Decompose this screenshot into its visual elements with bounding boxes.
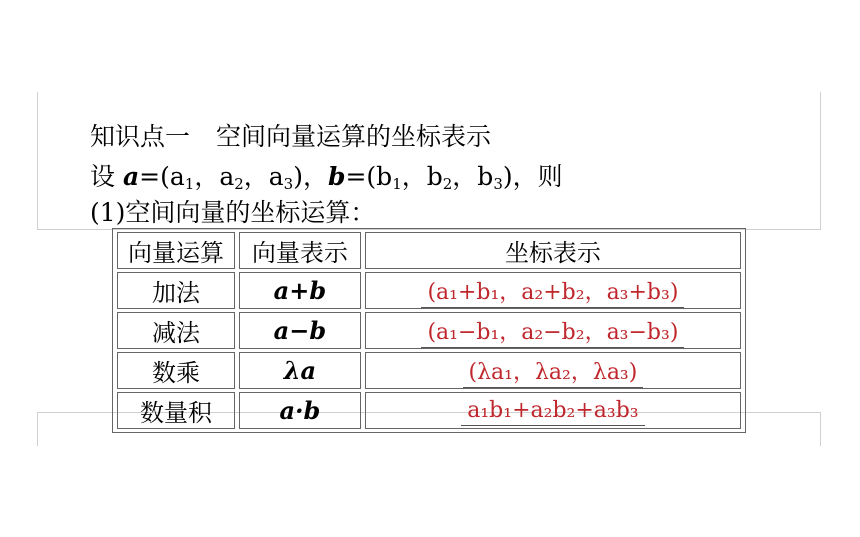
heading-title: 空间向量运算的坐标表示 — [216, 122, 492, 151]
row-operation: 减法 — [117, 312, 235, 349]
answer-blank: (a₁+b₁，a₂+b₂，a₃+b₃) — [421, 280, 684, 308]
coordinate-table — [112, 228, 746, 433]
row-operation: 数量积 — [117, 392, 235, 429]
row-coordinates — [365, 392, 741, 429]
frame-right-top — [820, 92, 821, 230]
a-sub1: 1 — [184, 175, 195, 193]
intro-prefix: 设 — [90, 162, 123, 191]
a-sub3: 3 — [283, 175, 294, 193]
sep4: ，b — [452, 162, 494, 191]
row-representation: λa — [239, 352, 361, 389]
intro-suffix: )，则 — [502, 162, 563, 191]
row-representation: a·b — [239, 392, 361, 429]
table-row — [117, 272, 741, 309]
table-row — [117, 352, 741, 389]
sep2: ，a — [243, 162, 284, 191]
row-coordinates — [365, 272, 741, 309]
a-sub2: 2 — [234, 175, 244, 193]
answer-blank: (λa₁，λa₂，λa₃) — [463, 360, 644, 388]
b-sub3: 3 — [493, 175, 503, 193]
table-header-row — [117, 232, 741, 269]
row-operation: 数乘 — [117, 352, 235, 389]
vector-b: b — [327, 162, 346, 191]
sep1: ，a — [194, 162, 235, 191]
row-representation: a−b — [239, 312, 361, 349]
answer-blank: (a₁−b₁，a₂−b₂，a₃−b₃) — [421, 320, 684, 348]
header-representation: 向量表示 — [239, 232, 361, 269]
row-coordinates — [365, 352, 741, 389]
subheading: (1)空间向量的坐标运算： — [90, 198, 376, 227]
a-eq: =(a — [139, 162, 185, 191]
row-coordinates — [365, 312, 741, 349]
answer-blank: a₁b₁+a₂b₂+a₃b₃ — [461, 398, 644, 426]
section-heading — [90, 120, 491, 154]
table-row — [117, 312, 741, 349]
vector-a: a — [122, 162, 140, 191]
b-sub1: 1 — [392, 175, 402, 193]
row-representation: a+b — [239, 272, 361, 309]
sep3: ，b — [401, 162, 443, 191]
header-coordinates: 坐标表示 — [365, 232, 741, 269]
close-a: )， — [293, 162, 328, 191]
b-sub2: 2 — [442, 175, 453, 193]
b-eq: =(b — [345, 162, 393, 191]
vector-definition — [90, 160, 563, 194]
row-operation: 加法 — [117, 272, 235, 309]
header-operation: 向量运算 — [117, 232, 235, 269]
table-row — [117, 392, 741, 429]
frame-left-top — [37, 92, 38, 230]
heading-label: 知识点一 — [90, 122, 191, 151]
frame-right-bottom — [820, 412, 821, 446]
frame-left-bottom — [37, 412, 38, 446]
